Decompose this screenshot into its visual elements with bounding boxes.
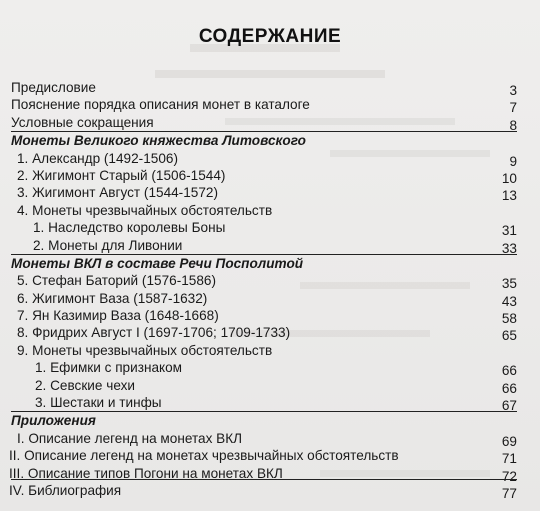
toc-entry-label: I. Описание легенд на монетах ВКЛ	[17, 430, 243, 446]
toc-entry-page: 71	[501, 451, 517, 467]
toc-entry[interactable]	[11, 167, 517, 184]
toc-subentry[interactable]	[11, 359, 517, 379]
toc-entry[interactable]	[11, 430, 517, 447]
toc-entry-page: 31	[501, 223, 517, 239]
toc-entry-label: III. Описание типов Погони на монетах ВКЛ	[9, 465, 283, 481]
toc-entry[interactable]	[11, 290, 517, 307]
toc-entry[interactable]	[11, 79, 517, 96]
toc-entry-label: 4. Монеты чрезвычайных обстоятельств	[17, 202, 273, 218]
toc-entry-page: 43	[501, 293, 517, 309]
toc-entry-label: 7. Ян Казимир Ваза (1648-1668)	[17, 308, 219, 324]
toc-entry-page: 77	[501, 485, 517, 501]
table-of-contents	[11, 79, 517, 499]
toc-entry[interactable]	[11, 272, 517, 292]
toc-entry-page: 66	[501, 363, 517, 379]
toc-entry-label: Пояснение порядка описания монет в каталоге	[11, 97, 310, 113]
toc-entry-page: 72	[501, 468, 517, 484]
toc-subentry[interactable]	[11, 219, 517, 239]
toc-entry-label: 3. Жигимонт Август (1544-1572)	[17, 185, 218, 201]
toc-entry-label: 2. Севские чехи	[35, 377, 135, 393]
toc-entry-page: 13	[501, 188, 517, 204]
toc-subentry[interactable]	[11, 237, 517, 254]
toc-entry-label: 1. Ефимки с признаком	[35, 360, 183, 376]
toc-entry-page: 58	[501, 311, 517, 327]
toc-section-label: Монеты Великого княжества Литовского	[11, 133, 306, 149]
page-title: СОДЕРЖАНИЕ	[198, 26, 342, 47]
toc-entry-label: 5. Стефан Баторий (1576-1586)	[17, 273, 216, 289]
toc-section-label: Монеты ВКЛ в составе Речи Посполитой	[11, 255, 304, 271]
show-through-smudge	[155, 70, 385, 78]
toc-entry-page: 35	[501, 276, 517, 292]
toc-section-heading[interactable]	[11, 411, 517, 429]
toc-entry-page: 9	[509, 153, 517, 169]
toc-bottom-rule	[11, 479, 517, 480]
toc-entry-page: 10	[501, 170, 517, 186]
toc-section-heading[interactable]	[11, 254, 517, 272]
toc-entry-label: II. Описание легенд на монетах чрезвычайных обстоятельств	[9, 448, 399, 464]
toc-entry-label: 9. Монеты чрезвычайных обстоятельств	[17, 342, 273, 358]
toc-entry[interactable]	[11, 307, 517, 327]
toc-subentry[interactable]	[11, 394, 517, 414]
toc-entry-label: 6. Жигимонт Ваза (1587-1632)	[17, 290, 208, 306]
toc-entry-label: 2. Жигимонт Старый (1506-1544)	[17, 167, 226, 183]
toc-entry-label: Условные сокращения	[11, 114, 154, 130]
toc-entry[interactable]	[11, 342, 517, 359]
toc-entry[interactable]	[9, 447, 517, 467]
toc-entry-label: 3. Шестаки и тинфы	[35, 395, 162, 411]
toc-entry-page: 67	[501, 398, 517, 414]
toc-entry[interactable]	[11, 150, 517, 167]
toc-entry[interactable]	[11, 324, 517, 344]
toc-entry[interactable]	[11, 184, 517, 204]
toc-entry-label: 8. Фридрих Август I (1697-1706; 1709-1733)	[17, 325, 291, 341]
toc-entry-page: 3	[509, 83, 517, 98]
toc-entry-label: 2. Монеты для Ливонии	[33, 237, 183, 253]
toc-section-heading[interactable]	[11, 131, 517, 149]
toc-section-label: Приложения	[11, 413, 96, 429]
toc-entry[interactable]	[11, 114, 517, 131]
toc-entry-label: Предисловие	[11, 80, 96, 95]
toc-entry[interactable]	[11, 482, 517, 499]
toc-entry-label: 1. Александр (1492-1506)	[17, 150, 178, 166]
toc-entry-page: 69	[501, 433, 517, 449]
toc-entry-page: 66	[501, 380, 517, 396]
toc-entry-page: 33	[501, 240, 517, 256]
toc-entry-page: 7	[509, 100, 517, 116]
toc-entry-page: 65	[501, 328, 517, 344]
toc-subentry[interactable]	[11, 377, 517, 394]
toc-entry[interactable]	[11, 96, 517, 116]
toc-entry-label: 1. Наследство королевы Боны	[33, 220, 226, 236]
toc-entry-label: IV. Библиография	[9, 482, 122, 498]
toc-entry[interactable]	[11, 202, 517, 219]
toc-entry-page: 8	[509, 117, 517, 133]
